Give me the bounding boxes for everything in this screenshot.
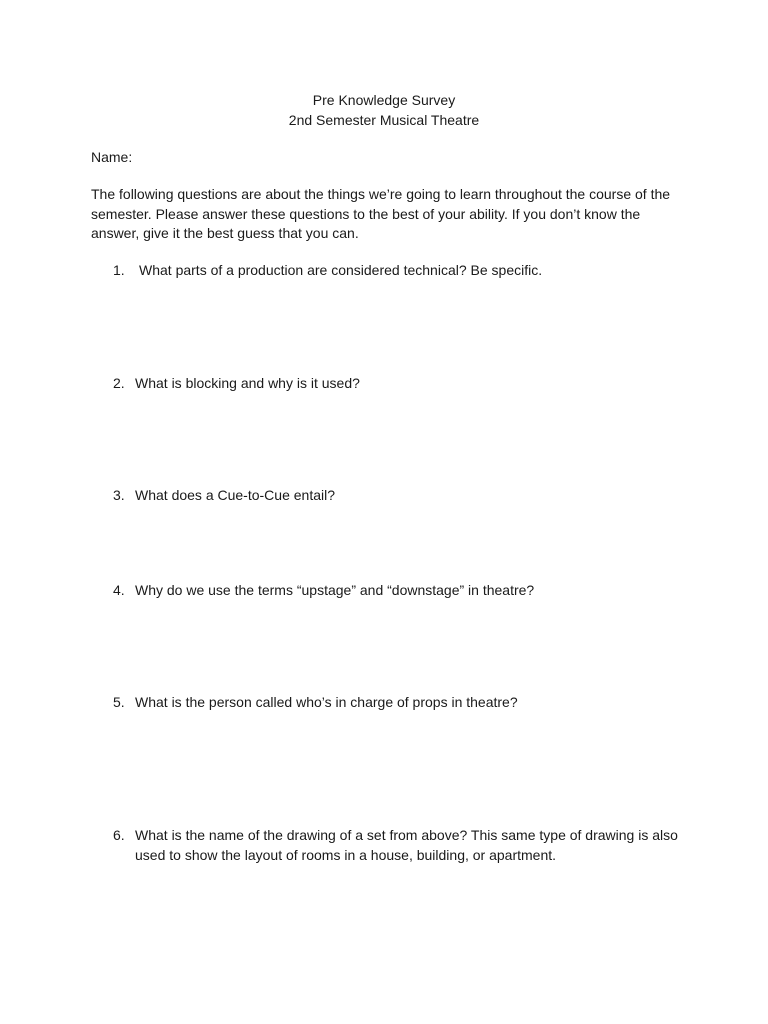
intro-paragraph: The following questions are about the things we’re going to learn throughout the course of the semester. Please answer these questions to the best of your ability. If you don’t know the answer, give it the best guess that you can. — [91, 186, 671, 241]
question-number: 2. — [113, 375, 125, 391]
question-item — [113, 693, 693, 713]
question-text: Why do we use the terms “upstage” and “downstage” in theatre? — [135, 582, 535, 598]
question-text: What is blocking and why is it used? — [135, 375, 360, 391]
question-text: What is the name of the drawing of a set from above? This same type of drawing is also used to show the layout of rooms in a house, building, or apartment. — [135, 827, 678, 863]
question-number: 5. — [113, 694, 125, 710]
name-label: Name: — [91, 149, 133, 165]
page-subtitle: 2nd Semester Musical Theatre — [288, 111, 480, 128]
question-text: What does a Cue-to-Cue entail? — [135, 487, 335, 503]
question-item — [113, 374, 693, 394]
question-number: 3. — [113, 487, 125, 503]
question-item — [113, 581, 693, 601]
question-item — [113, 486, 693, 506]
question-item — [113, 261, 693, 281]
question-number: 1. — [113, 262, 125, 278]
title-block — [0, 91, 768, 130]
question-item — [113, 826, 693, 865]
question-text: What is the person called who’s in charge of props in theatre? — [135, 694, 518, 710]
question-number: 4. — [113, 582, 125, 598]
page-title: Pre Knowledge Survey — [312, 92, 456, 108]
question-number: 6. — [113, 827, 125, 843]
question-text: What parts of a production are considered technical? Be specific. — [139, 262, 543, 278]
